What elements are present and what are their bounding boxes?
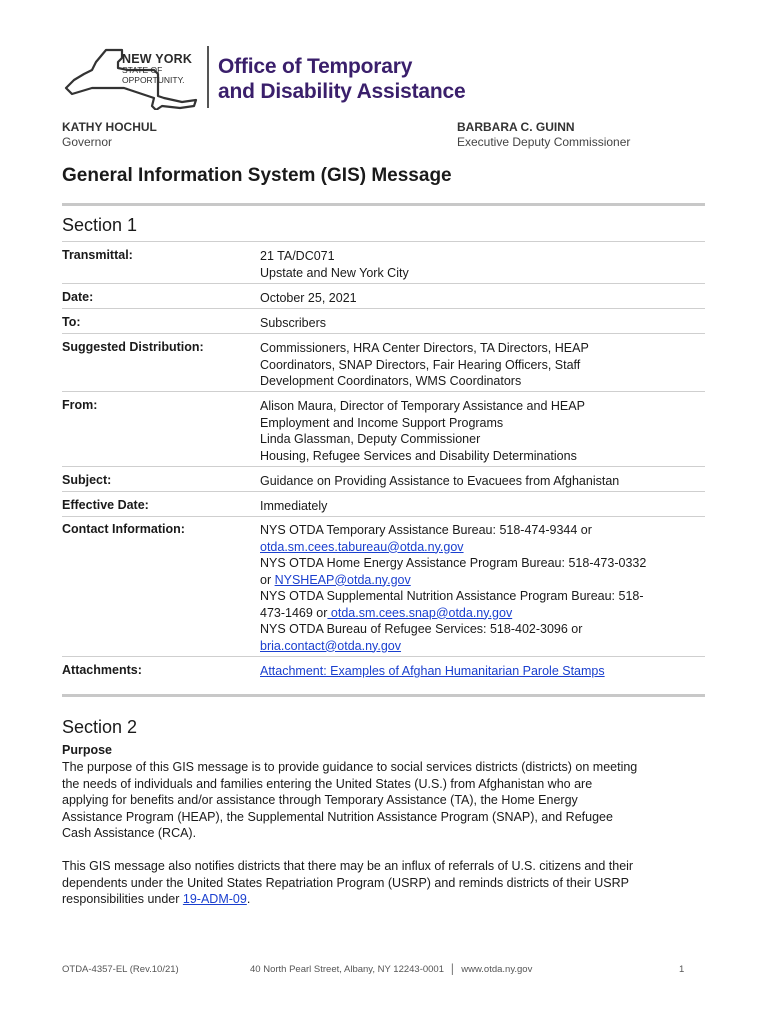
- ny-state-wordmark: [122, 54, 192, 85]
- attachments-label: Attachments:: [62, 663, 142, 677]
- section2-heading: Section 2: [62, 717, 138, 737]
- effective-date-value: Immediately: [260, 499, 328, 513]
- paragraph-line: dependents under the United States Repatriation Program (USRP) and reminds districts of their USRP: [62, 875, 629, 890]
- contact-value: [260, 522, 705, 654]
- snap-email-link[interactable]: otda.sm.cees.snap@otda.ny.gov: [327, 605, 513, 620]
- contact-line: NYS OTDA Home Energy Assistance Program Bureau: 518-473-0332: [260, 556, 647, 570]
- from-line: Alison Maura, Director of Temporary Assistance and HEAP: [260, 399, 585, 413]
- contact-line: NYS OTDA Supplemental Nutrition Assistance Program Bureau: 518-: [260, 589, 644, 603]
- footer-separator: │: [449, 964, 456, 975]
- attachment-link[interactable]: Attachment: Examples of Afghan Humanitarian Parole Stamps: [260, 664, 605, 678]
- footer-address-block: [250, 964, 532, 975]
- footer-website: www.otda.ny.gov: [461, 964, 533, 975]
- governor-title: Governor: [62, 135, 113, 149]
- row-divider: [62, 283, 705, 284]
- subject-label: Subject:: [62, 473, 112, 487]
- commissioner-name: BARBARA C. GUINN: [457, 120, 575, 134]
- heap-email-link[interactable]: NYSHEAP@otda.ny.gov: [274, 572, 411, 587]
- from-label: From:: [62, 398, 98, 412]
- section1-heading: Section 1: [62, 215, 138, 235]
- from-line: Linda Glassman, Deputy Commissioner: [260, 432, 481, 446]
- paragraph-line-prefix: responsibilities under: [62, 892, 183, 906]
- commissioner-block: [457, 120, 630, 150]
- contact-line-prefix: or: [260, 572, 275, 587]
- row-divider: [62, 466, 705, 467]
- header-divider: [207, 46, 209, 108]
- refugee-services-email-link[interactable]: bria.contact@otda.ny.gov: [260, 638, 402, 653]
- section1-end-rule: [62, 694, 705, 697]
- row-divider: [62, 308, 705, 309]
- ny-logo-line1: NEW YORK: [122, 52, 193, 66]
- paragraph-line: applying for benefits and/or assistance through Temporary Assistance (TA), the Home Energy: [62, 793, 578, 807]
- usrp-paragraph: [62, 858, 712, 908]
- agency-name-line1: Office of Temporary: [218, 55, 413, 78]
- purpose-heading: Purpose: [62, 743, 113, 757]
- document-title: General Information System (GIS) Message: [62, 165, 452, 186]
- contact-label: Contact Information:: [62, 522, 185, 536]
- transmittal-line: 21 TA/DC071: [260, 249, 335, 263]
- governor-name: KATHY HOCHUL: [62, 120, 157, 134]
- effective-date-label: Effective Date:: [62, 498, 149, 512]
- title-rule: [62, 203, 705, 206]
- footer-form-id: OTDA-4357-EL (Rev.10/21): [62, 964, 179, 975]
- transmittal-label: Transmittal:: [62, 248, 133, 262]
- distribution-line: Development Coordinators, WMS Coordinators: [260, 374, 522, 388]
- row-divider: [62, 516, 705, 517]
- ta-bureau-email-link[interactable]: otda.sm.cees.tabureau@otda.ny.gov: [260, 539, 464, 554]
- paragraph-line: The purpose of this GIS message is to provide guidance to social services districts (districts) on meeting: [62, 760, 638, 774]
- section1-rule: [62, 241, 705, 242]
- adm-19-09-link[interactable]: 19-ADM-09: [182, 892, 247, 906]
- paragraph-line-suffix: .: [246, 892, 251, 906]
- to-label: To:: [62, 315, 81, 329]
- distribution-line: Commissioners, HRA Center Directors, TA Directors, HEAP: [260, 341, 589, 355]
- transmittal-line: Upstate and New York City: [260, 265, 409, 280]
- footer-page-number: 1: [679, 964, 685, 975]
- commissioner-title: Executive Deputy Commissioner: [457, 135, 631, 149]
- from-value: [260, 398, 705, 464]
- ny-logo-line2: STATE OF: [122, 65, 163, 75]
- contact-line: NYS OTDA Temporary Assistance Bureau: 518-474-9344 or: [260, 523, 592, 537]
- purpose-paragraph: [62, 759, 712, 842]
- subject-value: Guidance on Providing Assistance to Evacuees from Afghanistan: [260, 474, 620, 488]
- agency-name: [218, 54, 465, 104]
- transmittal-value: [260, 248, 705, 281]
- distribution-label: Suggested Distribution:: [62, 340, 204, 354]
- row-divider: [62, 391, 705, 392]
- row-divider: [62, 656, 705, 657]
- contact-line: NYS OTDA Bureau of Refugee Services: 518-402-3096 or: [260, 622, 583, 636]
- from-line: Housing, Refugee Services and Disability Determinations: [260, 448, 577, 463]
- paragraph-line: Assistance Program (HEAP), the Supplemental Nutrition Assistance Program (SNAP), and Refugee: [62, 809, 613, 824]
- row-divider: [62, 491, 705, 492]
- paragraph-line: Cash Assistance (RCA).: [62, 826, 197, 840]
- ny-logo-line3: OPPORTUNITY.: [122, 75, 185, 85]
- paragraph-line: the needs of individuals and families entering the United States (U.S.) from Afghanistan who are: [62, 776, 593, 791]
- distribution-value: [260, 340, 705, 390]
- footer-address: 40 North Pearl Street, Albany, NY 12243-0001: [250, 964, 444, 975]
- date-value: October 25, 2021: [260, 291, 357, 305]
- governor-block: [62, 120, 157, 150]
- contact-line-prefix: 473-1469 or: [260, 605, 328, 620]
- paragraph-line: This GIS message also notifies districts that there may be an influx of referrals of U.S. citizens and their: [62, 859, 634, 873]
- date-label: Date:: [62, 290, 94, 304]
- agency-header: [62, 44, 722, 114]
- agency-name-line2: and Disability Assistance: [218, 80, 466, 103]
- to-value: Subscribers: [260, 316, 326, 330]
- from-line: Employment and Income Support Programs: [260, 415, 504, 430]
- distribution-line: Coordinators, SNAP Directors, Fair Hearing Officers, Staff: [260, 357, 581, 372]
- row-divider: [62, 333, 705, 334]
